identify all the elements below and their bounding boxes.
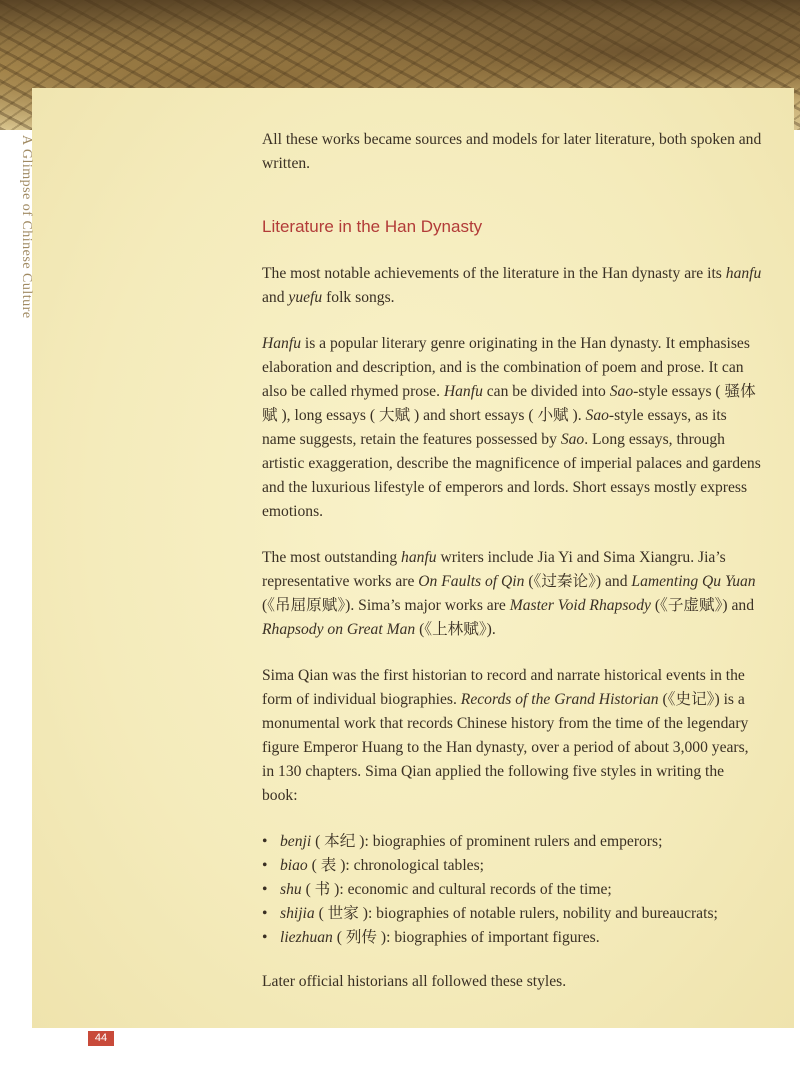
text: is a popular literary genre originating in the Han dynasty. It emphasises elaboration and description, and is the combination of poem and prose. It can also be called rhymed prose. [262, 335, 750, 400]
list-item [262, 830, 762, 854]
term: shu [280, 881, 302, 898]
text: writers include Jia Yi and Sima Xiangru. Jia’s representative works are [262, 549, 726, 590]
term: liezhuan [280, 929, 333, 946]
paragraph-sima-qian [262, 664, 762, 808]
text: folk songs. [322, 289, 395, 306]
bullet-icon: • [262, 833, 268, 850]
chinese: ( 世家 ): [314, 905, 373, 922]
text: The most outstanding [262, 549, 402, 566]
description: biographies of prominent rulers and emperors; [368, 833, 663, 850]
bullet-icon: • [262, 881, 268, 898]
description: economic and cultural records of the time; [343, 881, 612, 898]
work-title: On Faults of Qin [418, 573, 525, 590]
text: The most notable achievements of the literature in the Han dynasty are its [262, 265, 726, 282]
work-title: Lamenting Qu Yuan [631, 573, 756, 590]
list-item [262, 854, 762, 878]
list-item [262, 902, 762, 926]
term: shijia [280, 905, 315, 922]
chinese: ( 列传 ): [332, 929, 391, 946]
term: yuefu [288, 289, 323, 306]
paragraph-writers [262, 546, 762, 642]
chinese: ( 表 ): [307, 857, 350, 874]
text: Sima Qian was the first historian to record and narrate historical events in the form of individual biographies. [262, 667, 745, 708]
chinese: ( 本纪 ): [311, 833, 369, 850]
intro-paragraph: All these works became sources and models for later literature, both spoken and written. [262, 131, 762, 172]
work-title: Master Void Rhapsody [509, 597, 651, 614]
term: benji [280, 833, 312, 850]
page-number: 44 [88, 1031, 114, 1046]
text: . Long essays, through artistic exaggeration, describe the magnificence of imperial palaces and gardens and the luxurious lifestyle of emperors and lords. Short essays mostly express emotions. [262, 431, 761, 520]
list-item [262, 926, 762, 950]
work-title: Rhapsody on Great Man [262, 621, 416, 638]
main-content [262, 128, 762, 1016]
bullet-icon: • [262, 857, 268, 874]
styles-list [262, 830, 762, 950]
term: Sao [585, 407, 609, 424]
bullet-icon: • [262, 929, 268, 946]
text: (《吊屈原赋》). Sima’s major works are [262, 597, 510, 614]
closing-paragraph: Later official historians all followed these styles. [262, 973, 567, 990]
description: chronological tables; [349, 857, 484, 874]
side-title: A Glimpse of Chinese Culture [19, 135, 34, 319]
text: (《上林赋》). [415, 621, 496, 638]
chinese: ( 书 ): [301, 881, 344, 898]
term: Sao [609, 383, 634, 400]
paragraph-achievements [262, 262, 762, 310]
term: biao [280, 857, 308, 874]
term: Sao [560, 431, 585, 448]
term: hanfu [725, 265, 762, 282]
paragraph-hanfu [262, 332, 762, 524]
bullet-icon: • [262, 905, 268, 922]
description: biographies of notable rulers, nobility and bureaucrats; [372, 905, 718, 922]
text: -style essays ( 骚体赋 ), long essays ( 大赋 ) and short essays ( 小赋 ). [262, 383, 756, 424]
text: and [262, 289, 289, 306]
text: -style essays, as its name suggests, retain the features possessed by [262, 407, 727, 448]
text: can be divided into [482, 383, 610, 400]
description: biographies of important figures. [390, 929, 600, 946]
list-item [262, 878, 762, 902]
work-title: Records of the Grand Historian [460, 691, 659, 708]
term: Hanfu [262, 335, 301, 352]
text: (《史记》) is a monumental work that records Chinese history from the time of the legendary figure Emperor Huang to the Han dynasty, over a period of about 3,000 years, in 130 chapters. Sima Qian applied the following five styles in writing the book: [262, 691, 749, 804]
section-heading: Literature in the Han Dynasty [262, 217, 483, 236]
text: (《子虚赋》) and [650, 597, 755, 614]
text: (《过秦论》) and [524, 573, 632, 590]
term: hanfu [401, 549, 437, 566]
term: Hanfu [443, 383, 483, 400]
